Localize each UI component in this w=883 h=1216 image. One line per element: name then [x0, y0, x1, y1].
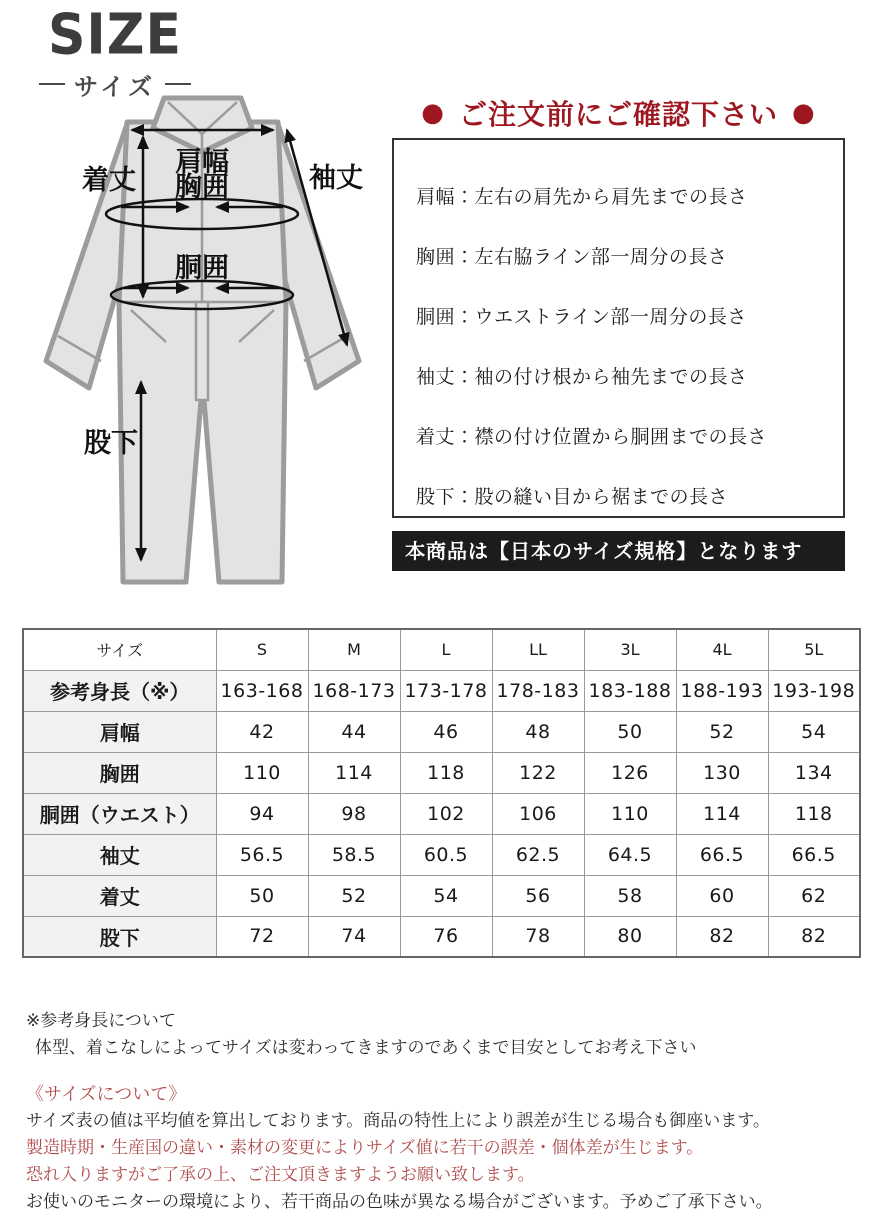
about-size-note-line: お使いのモニターの環境により、若干商品の色味が異なる場合がございます。予めご了承下さい。	[26, 1192, 773, 1212]
definition-item: 着丈：襟の付け位置から胴囲までの長さ	[416, 426, 768, 448]
about-size-note-line: サイズ表の値は平均値を算出しております。商品の特性上により誤差が生じる場合も御座います。	[26, 1111, 770, 1131]
size-value-cell: 54	[768, 711, 860, 752]
size-table-header-row	[23, 629, 860, 670]
size-table	[22, 628, 861, 958]
size-value-cell: 76	[400, 916, 492, 957]
size-value-cell: 56.5	[216, 834, 308, 875]
size-value-cell: 94	[216, 793, 308, 834]
coverall-measurement-diagram	[25, 90, 380, 605]
size-value-cell: 168-173	[308, 670, 400, 711]
size-value-cell: 66.5	[676, 834, 768, 875]
size-value-cell: 72	[216, 916, 308, 957]
size-value-cell: 62	[768, 875, 860, 916]
label-inseam: 股下	[84, 428, 138, 459]
size-value-cell: 110	[584, 793, 676, 834]
page-subtitle-text: サイズ	[73, 72, 157, 101]
size-value-cell: 82	[676, 916, 768, 957]
subtitle-dash-right-icon	[165, 83, 191, 85]
size-value-cell: 52	[676, 711, 768, 752]
size-column-header: 3L	[584, 629, 676, 670]
about-size-title: 《サイズについて》	[26, 1084, 187, 1105]
row-label: 肩幅	[23, 711, 216, 752]
size-value-cell: 52	[308, 875, 400, 916]
bullet-right-icon: ●	[792, 98, 816, 128]
size-column-header: L	[400, 629, 492, 670]
size-value-cell: 44	[308, 711, 400, 752]
label-sleeve-length: 袖丈	[309, 163, 363, 194]
size-value-cell: 163-168	[216, 670, 308, 711]
size-table-row	[23, 793, 860, 834]
size-table-row	[23, 916, 860, 957]
size-value-cell: 50	[216, 875, 308, 916]
subtitle-dash-left-icon	[39, 83, 65, 85]
label-shoulder-width: 肩幅	[175, 147, 229, 178]
definition-item: 胸囲：左右脇ライン部一周分の長さ	[416, 246, 728, 268]
size-value-cell: 48	[492, 711, 584, 752]
confirm-heading	[392, 96, 845, 130]
row-label: 着丈	[23, 875, 216, 916]
size-value-cell: 98	[308, 793, 400, 834]
size-value-cell: 188-193	[676, 670, 768, 711]
jp-size-standard-bar: 本商品は【日本のサイズ規格】となります	[392, 531, 845, 571]
ref-height-note-title: ※参考身長について	[26, 1011, 176, 1031]
size-value-cell: 114	[308, 752, 400, 793]
size-value-cell: 178-183	[492, 670, 584, 711]
size-value-cell: 60	[676, 875, 768, 916]
row-label: 胴囲（ウエスト）	[23, 793, 216, 834]
size-value-cell: 82	[768, 916, 860, 957]
size-value-cell: 183-188	[584, 670, 676, 711]
row-label: 胸囲	[23, 752, 216, 793]
confirm-heading-text: ご注文前にご確認下さい	[458, 98, 778, 131]
definition-item: 肩幅：左右の肩先から肩先までの長さ	[416, 186, 748, 208]
about-size-lines	[26, 1108, 860, 1216]
label-chest-girth: 胸囲	[175, 172, 229, 203]
size-value-cell: 114	[676, 793, 768, 834]
size-column-header: LL	[492, 629, 584, 670]
size-value-cell: 42	[216, 711, 308, 752]
size-value-cell: 118	[768, 793, 860, 834]
confirm-panel	[392, 96, 845, 571]
bullet-left-icon: ●	[421, 98, 445, 128]
size-table-row	[23, 752, 860, 793]
size-table-row	[23, 834, 860, 875]
size-table-row	[23, 711, 860, 752]
measurement-definitions	[392, 138, 845, 518]
size-value-cell: 130	[676, 752, 768, 793]
fly-placket	[196, 302, 208, 400]
row-label: 股下	[23, 916, 216, 957]
size-value-cell: 134	[768, 752, 860, 793]
size-value-cell: 54	[400, 875, 492, 916]
size-value-cell: 50	[584, 711, 676, 752]
size-title-block	[30, 2, 200, 102]
size-column-header: M	[308, 629, 400, 670]
size-table-corner-header: サイズ	[23, 629, 216, 670]
footnotes	[26, 1008, 860, 1216]
size-table-row	[23, 670, 860, 711]
size-value-cell: 78	[492, 916, 584, 957]
size-value-cell: 173-178	[400, 670, 492, 711]
size-value-cell: 62.5	[492, 834, 584, 875]
size-value-cell: 64.5	[584, 834, 676, 875]
size-column-header: 5L	[768, 629, 860, 670]
size-value-cell: 102	[400, 793, 492, 834]
size-value-cell: 80	[584, 916, 676, 957]
row-label: 参考身長（※）	[23, 670, 216, 711]
about-size-note-line: 恐れ入りますがご了承の上、ご注文頂きますようお願い致します。	[26, 1165, 535, 1185]
size-value-cell: 106	[492, 793, 584, 834]
size-value-cell: 60.5	[400, 834, 492, 875]
row-label: 袖丈	[23, 834, 216, 875]
size-value-cell: 58	[584, 875, 676, 916]
size-value-cell: 126	[584, 752, 676, 793]
size-value-cell: 66.5	[768, 834, 860, 875]
size-value-cell: 122	[492, 752, 584, 793]
size-column-header: S	[216, 629, 308, 670]
size-value-cell: 56	[492, 875, 584, 916]
size-column-header: 4L	[676, 629, 768, 670]
size-value-cell: 46	[400, 711, 492, 752]
size-value-cell: 118	[400, 752, 492, 793]
size-value-cell: 74	[308, 916, 400, 957]
label-body-length: 着丈	[82, 165, 136, 196]
size-value-cell: 193-198	[768, 670, 860, 711]
label-waist-girth: 胴囲	[175, 253, 229, 284]
size-table-row	[23, 875, 860, 916]
size-value-cell: 58.5	[308, 834, 400, 875]
about-size-note-line: 製造時期・生産国の違い・素材の変更によりサイズ値に若干の誤差・個体差が生じます。	[26, 1138, 704, 1158]
definition-item: 胴囲：ウエストライン部一周分の長さ	[416, 306, 747, 328]
definition-item: 袖丈：袖の付け根から袖先までの長さ	[416, 366, 748, 388]
ref-height-note-body: 体型、着こなしによってサイズは変わってきますのであくまで目安としてお考え下さい	[35, 1038, 697, 1058]
definition-item: 股下：股の縫い目から裾までの長さ	[416, 486, 729, 508]
page-title: SIZE	[47, 2, 183, 68]
size-value-cell: 110	[216, 752, 308, 793]
